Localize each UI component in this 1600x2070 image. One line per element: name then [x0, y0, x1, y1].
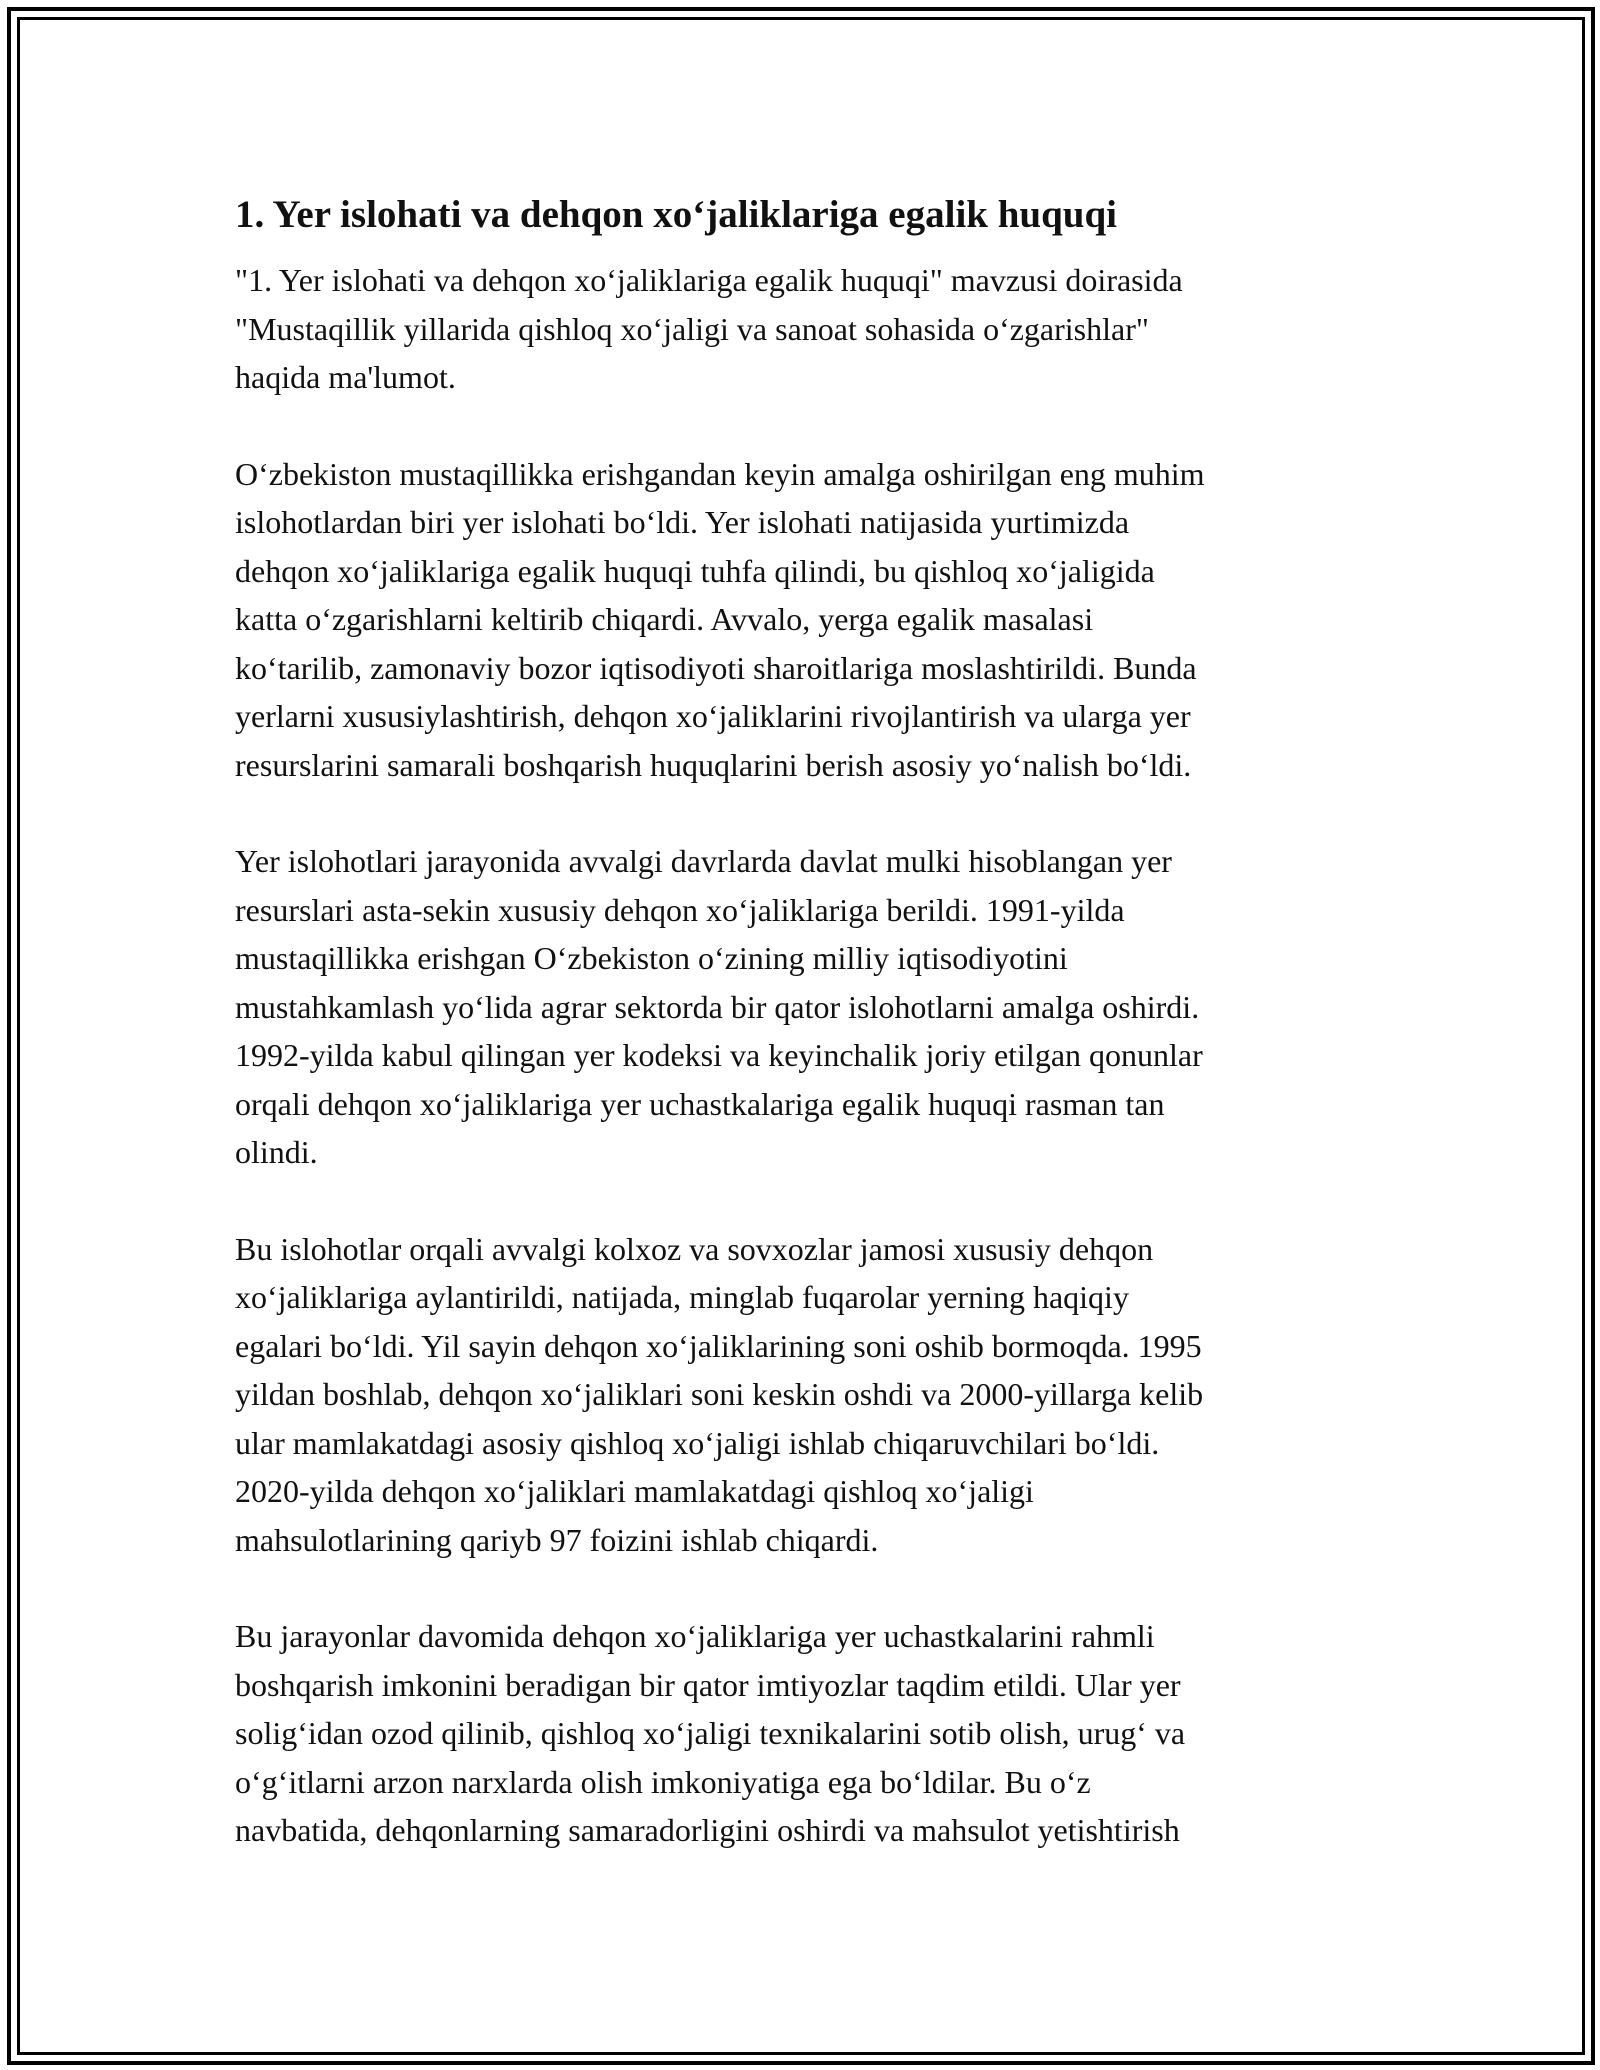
paragraph-privileges: [235, 1612, 1365, 1855]
text-line: islohotlardan biri yer islohati boʻldi. Yer islohati natijasida yurtimizda: [235, 504, 1130, 540]
text-line: mustahkamlash yoʻlida agrar sektorda bir qator islohotlarni amalga oshirdi.: [235, 988, 1200, 1025]
text-line: Yer islohotlari jarayonida avvalgi davrlarda davlat mulki hisoblangan yer: [235, 843, 1172, 879]
text-line: 1992-yilda kabul qilingan yer kodeksi va keyinchalik joriy etilgan qonunlar: [235, 1037, 1203, 1073]
text-line: koʻtarilib, zamonaviy bozor iqtisodiyoti sharoitlariga moslashtirildi. Bunda: [235, 649, 1197, 686]
text-line: resurslari asta-sekin xususiy dehqon xoʻjaliklariga berildi. 1991-yilda: [235, 891, 1125, 928]
text-line: navbatida, dehqonlarning samaradorligini oshirdi va mahsulot yetishtirish: [235, 1812, 1180, 1848]
text-line: egalari boʻldi. Yil sayin dehqon xoʻjaliklarining soni oshib bormoqda. 1995: [235, 1327, 1202, 1364]
paragraph-farm-growth: [235, 1225, 1365, 1565]
text-line: katta oʻzgarishlarni keltirib chiqardi. Avvalo, yerga egalik masalasi: [235, 601, 1094, 637]
text-line: mahsulotlarining qariyb 97 foizini ishlab chiqardi.: [235, 1521, 879, 1558]
text-line: dehqon xoʻjaliklariga egalik huquqi tuhfa qilindi, bu qishloq xoʻjaligida: [235, 552, 1155, 589]
text-line: olindi.: [235, 1134, 318, 1170]
text-line: Oʻzbekiston mustaqillikka erishgandan keyin amalga oshirilgan eng muhim: [235, 455, 1205, 492]
text-line: boshqarish imkonini beradigan bir qator imtiyozlar taqdim etildi. Ular yer: [235, 1666, 1181, 1703]
paragraph-reform-process: [235, 837, 1365, 1177]
document-title: 1. Yer islohati va dehqon xoʻjaliklariga egalik huquqi: [235, 193, 1118, 236]
text-line: Bu jarayonlar davomida dehqon xoʻjaliklariga yer uchastkalarini rahmli: [235, 1618, 1155, 1654]
text-line: resurslarini samarali boshqarish huquqlarini berish asosiy yoʻnalish boʻldi.: [235, 746, 1192, 783]
text-line: oʻgʻitlarni arzon narxlarda olish imkoniyatiga ega boʻldilar. Bu oʻz: [235, 1763, 1091, 1800]
text-line: yildan boshlab, dehqon xoʻjaliklari soni keskin oshdi va 2000-yillarga kelib: [235, 1376, 1204, 1412]
paragraph-land-reform: [235, 450, 1365, 790]
text-line: "Mustaqillik yillarida qishloq xoʻjaligi va sanoat sohasida oʻzgarishlar": [235, 310, 1149, 347]
text-line: ular mamlakatdagi asosiy qishloq xoʻjaligi ishlab chiqaruvchilari boʻldi.: [235, 1424, 1160, 1461]
text-line: orqali dehqon xoʻjaliklariga yer uchastkalariga egalik huquqi rasman tan: [235, 1085, 1165, 1122]
text-line: haqida ma'lumot.: [235, 359, 456, 395]
document-body: [235, 188, 1365, 1855]
text-line: mustaqillikka erishgan Oʻzbekiston oʻzining milliy iqtisodiyotini: [235, 940, 1068, 976]
text-line: 2020-yilda dehqon xoʻjaliklari mamlakatdagi qishloq xoʻjaligi: [235, 1473, 1034, 1509]
text-line: Bu islohotlar orqali avvalgi kolxoz va sovxozlar jamosi xususiy dehqon: [235, 1230, 1154, 1267]
paragraph-intro: [235, 256, 1365, 402]
text-line: yerlarni xususiylashtirish, dehqon xoʻjaliklarini rivojlantirish va ularga yer: [235, 698, 1191, 734]
text-line: xoʻjaliklariga aylantirildi, natijada, minglab fuqarolar yerning haqiqiy: [235, 1279, 1129, 1315]
text-line: "1. Yer islohati va dehqon xoʻjaliklariga egalik huquqi" mavzusi doirasida: [235, 262, 1183, 298]
text-line: soligʻidan ozod qilinib, qishloq xoʻjaligi texnikalarini sotib olish, urugʻ va: [235, 1715, 1186, 1751]
